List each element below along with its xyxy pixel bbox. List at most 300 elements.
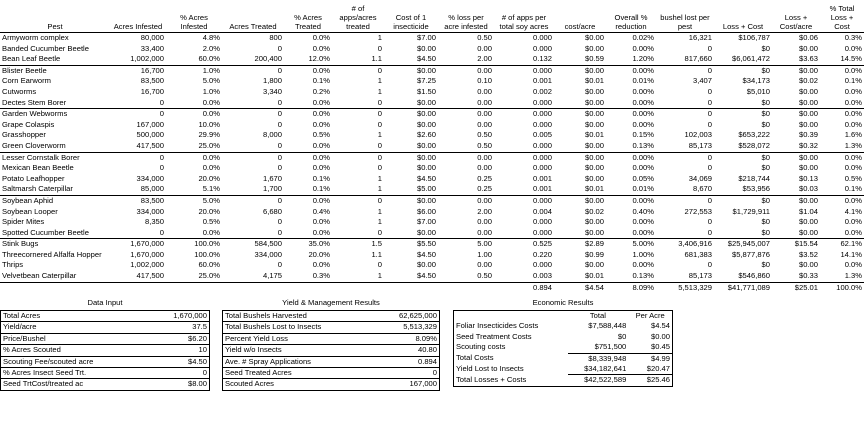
table-cell: 3,340 xyxy=(262,86,282,96)
table-cell: 16,700 xyxy=(140,86,164,96)
table-cell: 0.0% xyxy=(820,98,864,109)
table-cell: 0 xyxy=(277,163,282,173)
table-cell: 0.000 xyxy=(532,217,552,227)
totals-row xyxy=(0,282,864,293)
table-cell: 0.1% xyxy=(312,76,330,86)
table-cell: 0 xyxy=(277,119,282,129)
table-cell: 417,500 xyxy=(110,141,166,152)
panel-row xyxy=(1,379,210,390)
table-cell: 0.000 xyxy=(532,119,552,129)
table-cell: $0.01 xyxy=(584,130,604,140)
table-cell: 0 xyxy=(707,260,712,270)
table-cell: 0.00% xyxy=(632,260,654,270)
table-cell: 4,175 xyxy=(222,271,284,282)
table-cell: 0 xyxy=(656,228,714,239)
table-cell: $0.00 xyxy=(584,260,604,270)
panel-row xyxy=(454,353,673,364)
panel-label: Total Bushels Lost to Insects xyxy=(223,322,376,333)
panel-label: Seed TrtCost/treated ac xyxy=(3,379,84,389)
total-cell xyxy=(284,282,332,293)
table-cell: $0.00 xyxy=(554,228,606,239)
table-cell: 29.9% xyxy=(198,130,220,140)
total-cell: $41,771,089 xyxy=(727,282,770,292)
table-cell: 1.00% xyxy=(632,249,654,259)
table-cell: 0 xyxy=(332,98,384,109)
table-cell: 0.0% xyxy=(312,65,330,75)
table-cell: 0.00% xyxy=(632,217,654,227)
pest-name: Threecornered Alfalfa Hopper xyxy=(2,249,102,259)
column-header: % Total Loss + Cost xyxy=(820,4,864,33)
table-cell: 1 xyxy=(377,76,382,86)
table-cell: $0.03 xyxy=(772,184,820,195)
yield-results-title: Yield & Management Results xyxy=(282,298,380,307)
table-row xyxy=(0,163,864,174)
panel-label: Price/Bushel xyxy=(1,333,150,344)
table-cell: 0.00% xyxy=(632,195,654,205)
table-cell: 0 xyxy=(332,141,384,152)
panel-label: Scouting costs xyxy=(456,342,506,352)
table-cell: $1.50 xyxy=(416,86,436,96)
table-cell: 0.01% xyxy=(632,76,654,86)
total-cell xyxy=(166,282,222,293)
table-row xyxy=(0,228,864,239)
table-cell: 25.0% xyxy=(166,141,222,152)
table-cell: 0.40% xyxy=(632,206,654,216)
table-cell: 0.0% xyxy=(844,65,862,75)
table-cell: 0.50 xyxy=(438,271,494,282)
table-cell: $106,787 xyxy=(738,33,770,42)
table-cell: 0.2% xyxy=(312,86,330,96)
column-header: Acres Infested xyxy=(110,4,166,33)
panel-value: $4.99 xyxy=(650,353,670,363)
table-cell: $0.06 xyxy=(798,33,818,42)
table-cell: 0 xyxy=(377,109,382,119)
table-cell: 0.5% xyxy=(312,130,330,140)
table-row xyxy=(0,98,864,109)
table-cell: 0 xyxy=(277,260,282,270)
table-cell: $1.04 xyxy=(798,206,818,216)
table-cell: 0.00 xyxy=(477,109,492,119)
table-cell: 0 xyxy=(707,109,712,119)
table-cell: 0.0% xyxy=(844,109,862,119)
table-cell: $653,222 xyxy=(738,130,770,140)
table-cell: 1.1 xyxy=(371,249,382,259)
table-cell: $0.00 xyxy=(798,86,818,96)
panel-label: Total Costs xyxy=(456,353,494,363)
table-cell: $0 xyxy=(761,152,770,162)
table-cell: 0.0% xyxy=(820,228,864,239)
table-cell: 85,173 xyxy=(656,141,714,152)
table-cell: 1,002,000 xyxy=(130,260,164,270)
table-cell: $0.59 xyxy=(554,54,606,65)
table-cell: 1.0% xyxy=(202,86,220,96)
table-cell: 0.001 xyxy=(494,184,554,195)
table-cell: 1 xyxy=(377,130,382,140)
total-cell xyxy=(0,282,110,293)
panel-value: $751,500 xyxy=(568,342,629,353)
table-row xyxy=(0,33,864,44)
table-cell: $528,072 xyxy=(714,141,772,152)
table-cell: 8,670 xyxy=(656,184,714,195)
table-cell: $0.00 xyxy=(584,119,604,129)
table-cell: $0.01 xyxy=(554,184,606,195)
table-cell: 0.525 xyxy=(532,239,552,249)
table-cell: 34,069 xyxy=(688,173,712,183)
table-cell: 0.15% xyxy=(632,130,654,140)
panel-value: 0 xyxy=(149,368,209,379)
table-cell: $546,860 xyxy=(714,271,772,282)
table-cell: 0 xyxy=(277,109,282,119)
total-cell xyxy=(332,282,384,293)
table-cell: $0 xyxy=(761,163,770,173)
table-cell: 0.001 xyxy=(532,76,552,86)
table-cell: $0.00 xyxy=(554,98,606,109)
column-header: Loss + Cost xyxy=(714,4,772,33)
table-cell: $0 xyxy=(761,43,770,53)
total-cell: 0.894 xyxy=(532,282,552,292)
table-cell: 0.5% xyxy=(202,217,220,227)
panel-row xyxy=(223,345,440,356)
table-cell: 0.00 xyxy=(438,228,494,239)
table-cell: 0.000 xyxy=(494,98,554,109)
total-cell xyxy=(438,282,494,293)
panel-row xyxy=(223,368,440,379)
table-cell: $0.00 xyxy=(798,163,818,173)
table-cell: 0 xyxy=(707,195,712,205)
table-cell: 0.0% xyxy=(166,98,222,109)
table-cell: 5.0% xyxy=(202,195,220,205)
table-cell: 0.000 xyxy=(532,33,552,42)
panel-row xyxy=(1,322,210,333)
column-header: Loss + Cost/acre xyxy=(772,4,820,33)
table-cell: $7.25 xyxy=(416,76,436,86)
total-cell xyxy=(222,282,284,293)
panel-value: $25.46 xyxy=(646,375,670,385)
table-cell: 0.0% xyxy=(202,163,220,173)
table-cell: 35.0% xyxy=(308,239,330,249)
table-cell: $3.63 xyxy=(772,54,820,65)
table-cell: 0 xyxy=(707,152,712,162)
panel-label: Yield Lost to Insects xyxy=(456,364,524,374)
table-cell: 1,002,000 xyxy=(110,54,166,65)
table-cell: $5,010 xyxy=(746,86,770,96)
table-cell: 0.0% xyxy=(312,33,330,42)
table-cell: $218,744 xyxy=(738,173,770,183)
table-cell: $1,729,911 xyxy=(732,206,770,216)
table-cell: $0.00 xyxy=(584,86,604,96)
table-cell: $0.00 xyxy=(554,141,606,152)
table-cell: 0.132 xyxy=(494,54,554,65)
table-cell: 0 xyxy=(707,65,712,75)
table-cell: $34,173 xyxy=(742,76,770,86)
table-cell: 0.00% xyxy=(632,86,654,96)
table-cell: $0.00 xyxy=(416,65,436,75)
panel-value: $4.54 xyxy=(650,321,670,331)
table-cell: 0.0% xyxy=(312,195,330,205)
table-cell: $5.50 xyxy=(416,239,436,249)
table-cell: $0.00 xyxy=(798,65,818,75)
column-header: % Acres Treated xyxy=(284,4,332,33)
table-cell: $7.00 xyxy=(416,217,436,227)
table-cell: $0 xyxy=(761,195,770,205)
table-cell: 16,321 xyxy=(688,33,712,42)
table-cell: 0.001 xyxy=(532,173,552,183)
table-cell: $6,061,472 xyxy=(714,54,772,65)
table-cell: 0.0% xyxy=(844,152,862,162)
pest-name: Stink Bugs xyxy=(2,239,39,249)
column-header: # of apps/acres treated xyxy=(332,4,384,33)
column-header: bushel lost per pest xyxy=(656,4,714,33)
table-cell: 10.0% xyxy=(198,119,220,129)
table-cell: 0 xyxy=(222,141,284,152)
panel-value: 40.80 xyxy=(375,345,439,356)
table-cell: 2.0% xyxy=(202,43,220,53)
table-cell: 1.6% xyxy=(844,130,862,140)
table-cell: 1,800 xyxy=(262,76,282,86)
table-cell: 0.0% xyxy=(844,195,862,205)
table-cell: 0.004 xyxy=(532,206,552,216)
table-cell: 0.00 xyxy=(477,65,492,75)
table-cell: 0.50 xyxy=(477,130,492,140)
table-cell: 4.8% xyxy=(202,33,220,42)
table-cell: $0 xyxy=(761,119,770,129)
table-cell: 1,670 xyxy=(262,173,282,183)
table-cell: 0.00 xyxy=(477,217,492,227)
table-cell: 0.00% xyxy=(606,228,656,239)
table-row xyxy=(0,195,864,206)
table-cell: 33,400 xyxy=(140,43,164,53)
pest-name: Potato Leafhopper xyxy=(2,173,65,183)
table-cell: 0.00 xyxy=(477,43,492,53)
table-cell: $0.00 xyxy=(416,119,436,129)
table-cell: 14.5% xyxy=(820,54,864,65)
table-cell: 0.00 xyxy=(477,260,492,270)
table-cell: $25,945,007 xyxy=(727,239,770,249)
table-cell: 0 xyxy=(707,119,712,129)
table-cell: 8,350 xyxy=(144,217,164,227)
table-cell: 0.0% xyxy=(312,163,330,173)
panel-value: $8.00 xyxy=(187,379,207,389)
table-cell: $2.60 xyxy=(416,130,436,140)
data-input-title: Data Input xyxy=(87,298,123,307)
table-cell: 0 xyxy=(332,228,384,239)
table-cell: $7.00 xyxy=(416,33,436,42)
table-cell: 3,406,916 xyxy=(678,239,712,249)
table-cell: 0 xyxy=(377,119,382,129)
panel-value: $34,182,641 xyxy=(568,364,629,375)
table-cell: $2.89 xyxy=(584,239,604,249)
total-cell: $25.01 xyxy=(794,282,818,292)
table-cell: $0.00 xyxy=(584,163,604,173)
table-cell: 1.00 xyxy=(477,249,492,259)
panel-value: $7,588,448 xyxy=(588,321,627,331)
table-cell: 1,700 xyxy=(222,184,284,195)
table-cell: 1,670,000 xyxy=(130,249,164,259)
table-cell: $0.00 xyxy=(584,152,604,162)
pest-name: Cutworms xyxy=(2,86,37,96)
panel-label: Total Acres xyxy=(1,311,150,322)
table-cell: 0.00% xyxy=(632,119,654,129)
table-cell: 0.000 xyxy=(494,141,554,152)
panel-label: Yield/acre xyxy=(1,322,150,333)
table-cell: 272,553 xyxy=(684,206,712,216)
table-row xyxy=(0,44,864,55)
table-cell: $0.00 xyxy=(798,152,818,162)
panel-label: Percent Yield Loss xyxy=(223,333,376,344)
table-cell: $0.00 xyxy=(798,119,818,129)
table-cell: 5.00 xyxy=(477,239,492,249)
table-cell: 1.20% xyxy=(606,54,656,65)
table-cell: 334,000 xyxy=(136,206,164,216)
table-cell: 0.0% xyxy=(312,217,330,227)
table-cell: 0.05% xyxy=(632,173,654,183)
table-cell: 8,000 xyxy=(262,130,282,140)
table-cell: 0.00% xyxy=(632,43,654,53)
pest-name: Thrips xyxy=(2,260,24,270)
table-cell: $0.02 xyxy=(584,206,604,216)
table-cell: 3,407 xyxy=(692,76,712,86)
table-row xyxy=(0,250,864,261)
table-cell: 0.0% xyxy=(844,43,862,53)
table-cell: 0 xyxy=(707,163,712,173)
table-cell: 0.25 xyxy=(438,184,494,195)
economic-header-row xyxy=(454,311,673,322)
panel-value: $0.45 xyxy=(628,342,672,353)
panel-row xyxy=(454,375,673,386)
pest-name: Soybean Aphid xyxy=(2,195,54,205)
table-cell: 0.0% xyxy=(284,98,332,109)
table-cell: 200,400 xyxy=(222,54,284,65)
table-cell: 0.000 xyxy=(532,260,552,270)
table-cell: 1 xyxy=(377,86,382,96)
table-cell: 0.0% xyxy=(312,260,330,270)
table-cell: 1.5 xyxy=(371,239,382,249)
table-cell: $0 xyxy=(761,65,770,75)
table-cell: 1 xyxy=(332,184,384,195)
table-cell: 0.0% xyxy=(844,119,862,129)
table-cell: 0.3% xyxy=(284,271,332,282)
table-cell: 0.000 xyxy=(494,228,554,239)
table-cell: $0.01 xyxy=(584,76,604,86)
table-row xyxy=(0,130,864,141)
table-cell: 0.00 xyxy=(477,86,492,96)
pest-name: Banded Cucumber Beetle xyxy=(2,43,89,53)
table-cell: $0.00 xyxy=(584,33,604,42)
table-row xyxy=(0,152,864,163)
table-cell: $0.00 xyxy=(798,43,818,53)
table-cell: 85,173 xyxy=(656,271,714,282)
table-cell: 0 xyxy=(277,43,282,53)
table-cell: 1.3% xyxy=(820,141,864,152)
table-cell: $4.50 xyxy=(416,173,436,183)
data-input-panel xyxy=(0,310,210,391)
table-cell: 0 xyxy=(110,228,166,239)
table-cell: 2.00 xyxy=(477,206,492,216)
table-cell: 5.1% xyxy=(166,184,222,195)
table-cell: $0.00 xyxy=(416,195,436,205)
table-row xyxy=(0,120,864,131)
panel-label: Seed Treated Acres xyxy=(223,368,376,379)
panel-label: Total Bushels Harvested xyxy=(223,311,376,322)
table-cell: $0.00 xyxy=(798,217,818,227)
table-cell: 584,500 xyxy=(254,239,282,249)
table-cell: $0.00 xyxy=(584,217,604,227)
table-cell: 0.01% xyxy=(606,184,656,195)
pest-name: Velvetbean Caterpillar xyxy=(0,271,110,282)
table-cell: $0.00 xyxy=(584,195,604,205)
table-cell: 0.4% xyxy=(312,206,330,216)
table-cell: 0 xyxy=(222,98,284,109)
table-cell: 5.00% xyxy=(632,239,654,249)
column-header: Acres Treated xyxy=(222,4,284,33)
table-cell: 0 xyxy=(707,86,712,96)
table-cell: 0 xyxy=(377,195,382,205)
panel-row xyxy=(223,322,440,333)
pest-name: Lesser Cornstalk Borer xyxy=(2,152,80,162)
table-cell: $0 xyxy=(761,109,770,119)
table-cell: 0.00% xyxy=(632,65,654,75)
table-cell: $0.00 xyxy=(798,109,818,119)
table-cell: 12.0% xyxy=(284,54,332,65)
column-header: cost/acre xyxy=(554,4,606,33)
table-cell: $0.13 xyxy=(798,173,818,183)
table-cell: $0.00 xyxy=(416,152,436,162)
table-cell: 60.0% xyxy=(166,54,222,65)
table-row xyxy=(0,65,864,76)
panel-row xyxy=(223,311,440,322)
panel-row xyxy=(1,333,210,344)
table-cell: 100.0% xyxy=(194,249,220,259)
table-cell: $0.00 xyxy=(384,228,438,239)
table-cell: $4.50 xyxy=(384,54,438,65)
table-cell: 1.3% xyxy=(820,271,864,282)
table-cell: 0.02% xyxy=(632,33,654,42)
table-cell: 800 xyxy=(269,33,282,42)
table-cell: 0 xyxy=(377,152,382,162)
table-cell: 62.1% xyxy=(840,239,862,249)
panel-label: Scouting Fee/scouted acre xyxy=(1,356,150,367)
panel-label: Foliar Insecticides Costs xyxy=(456,321,539,331)
pest-name: Soybean Looper xyxy=(2,206,58,216)
table-cell: 0 xyxy=(159,163,164,173)
table-cell: 0.10 xyxy=(477,76,492,86)
table-cell: 0.0% xyxy=(312,119,330,129)
panel-value: 8.09% xyxy=(375,333,439,344)
table-row xyxy=(0,87,864,98)
table-row xyxy=(0,76,864,87)
table-cell: 0.1% xyxy=(312,173,330,183)
panel-row xyxy=(223,379,440,390)
table-cell: 6,680 xyxy=(262,206,282,216)
table-cell: 0.13% xyxy=(606,141,656,152)
pest-name: Armyworm complex xyxy=(2,33,69,42)
panel-label: Ave. # Spray Applications xyxy=(223,356,376,367)
panel-row xyxy=(1,345,210,356)
panel-label: % Acres Insect Seed Trt. xyxy=(1,368,150,379)
table-cell: 0.000 xyxy=(532,152,552,162)
panel-value: 62,625,000 xyxy=(375,311,439,322)
table-cell: 0.0% xyxy=(202,109,220,119)
table-cell: $0.00 xyxy=(772,98,820,109)
table-cell: 167,000 xyxy=(136,119,164,129)
panel-row xyxy=(223,333,440,344)
table-cell: $0.33 xyxy=(772,271,820,282)
total-cell: 5,513,329 xyxy=(678,282,712,292)
panel-value: $20.47 xyxy=(628,364,672,375)
panel-row xyxy=(1,311,210,322)
table-cell: 1,670,000 xyxy=(130,239,164,249)
column-header: Overall % reduction xyxy=(606,4,656,33)
